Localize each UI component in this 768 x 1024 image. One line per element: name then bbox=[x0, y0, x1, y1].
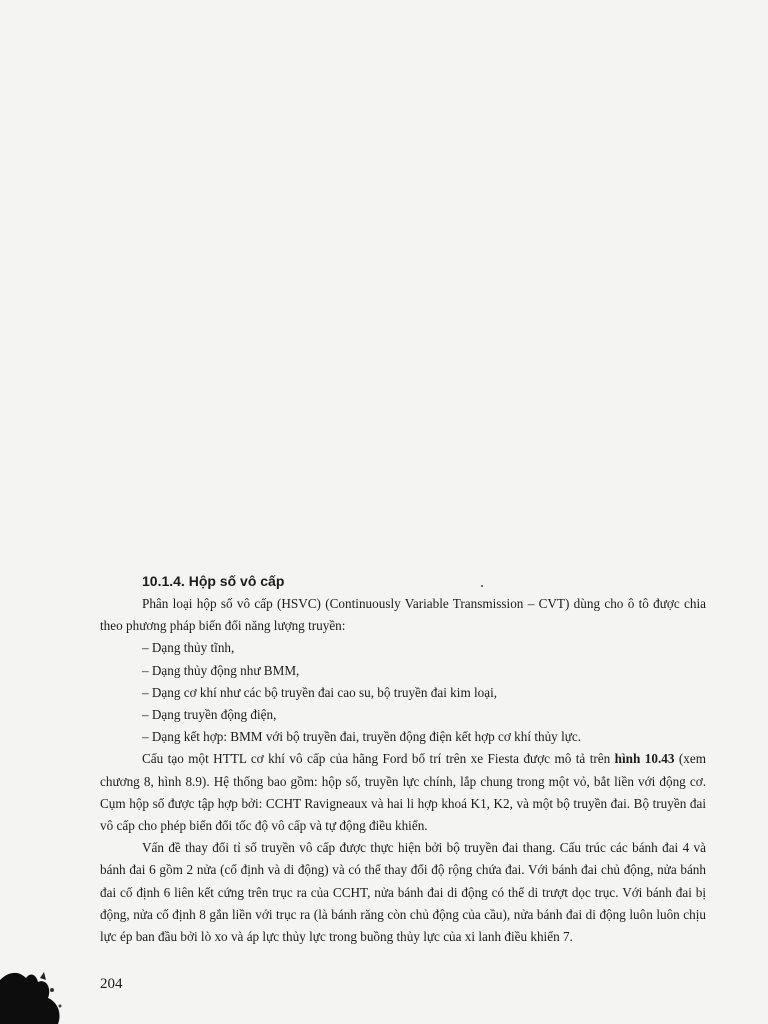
structure-text-end: (xem chương 8, hình 8.9). Hệ thống bao gồm: hộp số, truyền lực chính, lắp chung trong một vỏ, bắt liền với động cơ. Cụm hộp số được tập hợp bởi: CCHT Ravigneaux và hai li hợp khoá K1, K2, và một bộ truyền đai. Bộ truyền đai vô cấp cho phép biến đổi tốc độ vô cấp và tự động điều khiển. bbox=[100, 751, 706, 834]
classification-list bbox=[100, 637, 706, 748]
ratio-paragraph: Vấn đề thay đổi tỉ số truyền vô cấp được thực hiện bởi bộ truyền đai thang. Cấu trúc các bánh đai 4 và bánh đai 6 gồm 2 nửa (cố định và di động) và có thể thay đổi độ rộng chứa đai. Với bánh đai chủ động, nửa bánh đai cố định 6 liên kết cứng trên trục ra của CCHT, nửa bánh đai di động có thể di trượt dọc trục. Với bánh đai bị động, nửa cố định 8 gắn liền với trục ra (là bánh răng còn chủ động của cầu), nửa bánh đai di động luôn luôn chịu lực ép ban đầu bởi lò xo và áp lực thủy lực trong buồng thủy lực của xi lanh điều khiển 7. bbox=[100, 840, 706, 945]
list-item: – Dạng thủy tĩnh, bbox=[142, 640, 235, 656]
section-heading: 10.1.4. Hộp số vô cấp bbox=[142, 573, 285, 589]
page-number: 204 bbox=[100, 976, 123, 992]
scan-edge-shadow bbox=[0, 968, 90, 1024]
list-item: – Dạng thủy động như BMM, bbox=[142, 662, 300, 678]
figure-reference: hình 10.43 bbox=[614, 751, 675, 767]
list-item: – Dạng kết hợp: BMM với bộ truyền đai, truyền động điện kết hợp cơ khí thủy lực. bbox=[142, 729, 582, 745]
intro-paragraph: Phân loại hộp số vô cấp (HSVC) (Continuously Variable Transmission – CVT) dùng cho ô tô được chia theo phương pháp biến đổi năng lượng truyền: bbox=[100, 596, 706, 634]
structure-text-start: Cấu tạo một HTTL cơ khí vô cấp của hãng Ford bố trí trên xe Fiesta được mô tả trên bbox=[142, 751, 615, 767]
list-item: – Dạng cơ khí như các bộ truyền đai cao su, bộ truyền đai kim loại, bbox=[142, 684, 498, 700]
section-body bbox=[100, 570, 706, 948]
list-item: – Dạng truyền động điện, bbox=[142, 707, 277, 723]
structure-paragraph bbox=[100, 748, 706, 837]
